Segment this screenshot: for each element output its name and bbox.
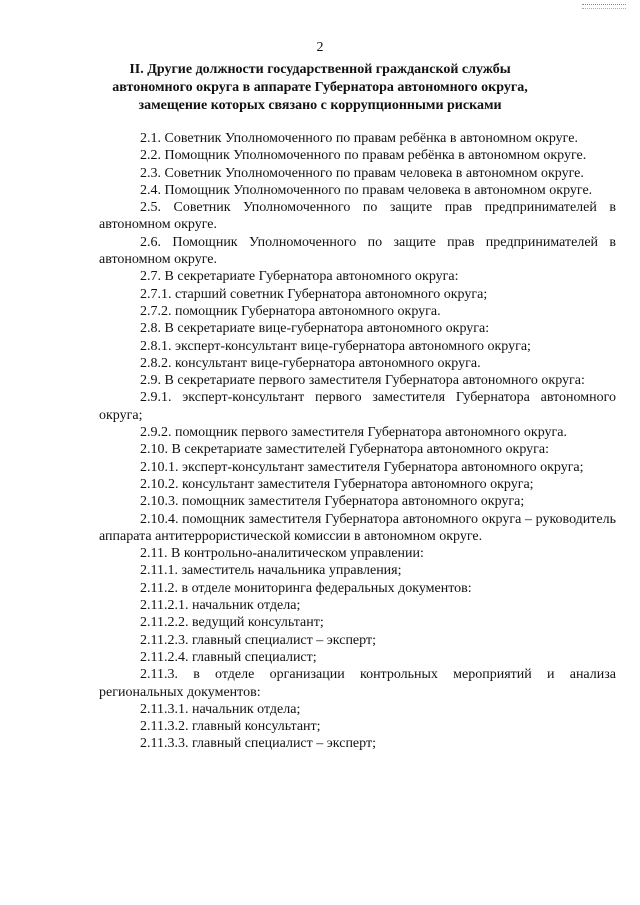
document-body	[99, 130, 616, 753]
list-item: 2.7. В секретариате Губернатора автономного округа:	[140, 269, 459, 285]
list-item: 2.9.2. помощник первого заместителя Губернатора автономного округа.	[140, 425, 567, 441]
list-item: 2.10.4. помощник заместителя Губернатора автономного округа – руководитель аппарата антитеррористической комиссии в автономном округе.	[99, 511, 616, 544]
list-item: 2.8.2. консультант вице-губернатора автономного округа.	[140, 355, 481, 371]
list-item: 2.11.3.1. начальник отдела;	[140, 701, 301, 717]
list-item: 2.11.1. заместитель начальника управления;	[140, 563, 402, 579]
list-item: 2.3. Советник Уполномоченного по правам человека в автономном округе.	[140, 165, 584, 181]
list-item: 2.2. Помощник Уполномоченного по правам ребёнка в автономном округе.	[140, 148, 587, 164]
list-item: 2.11.2.4. главный специалист;	[140, 649, 317, 665]
list-item: 2.11.3.2. главный консультант;	[140, 719, 321, 735]
scan-corner-mark	[582, 4, 626, 9]
list-item: 2.8. В секретариате вице-губернатора автономного округа:	[140, 321, 490, 337]
list-item: 2.4. Помощник Уполномоченного по правам человека в автономном округе.	[140, 182, 593, 198]
list-item: 2.10.2. консультант заместителя Губернатора автономного округа;	[140, 476, 534, 492]
list-item: 2.6. Помощник Уполномоченного по защите прав предпринимателей в автономном округе.	[99, 234, 616, 268]
list-item: 2.8.1. эксперт-консультант вице-губернатора автономного округа;	[140, 338, 531, 354]
list-item: 2.10. В секретариате заместителей Губернатора автономного округа:	[140, 442, 550, 458]
list-item: 2.9. В секретариате первого заместителя Губернатора автономного округа:	[140, 373, 585, 389]
section-heading: II. Другие должности государственной гражданской службы автономного округа в аппарате Губернатора автономного округа, замещение которых связано с коррупционными рисками	[112, 62, 528, 113]
list-item: 2.5. Советник Уполномоченного по защите прав предпринимателей в автономном округе.	[99, 200, 616, 233]
list-item: 2.11.3. в отделе организации контрольных мероприятий и анализа региональных документов:	[99, 667, 616, 700]
list-item: 2.11. В контрольно-аналитическом управлении:	[140, 546, 424, 562]
list-item: 2.11.2.1. начальник отдела;	[140, 598, 301, 614]
list-item: 2.11.2. в отделе мониторинга федеральных документов:	[140, 580, 472, 596]
list-item: 2.9.1. эксперт-консультант первого заместителя Губернатора автономного округа;	[99, 390, 616, 423]
list-item: 2.10.3. помощник заместителя Губернатора автономного округа;	[140, 494, 525, 510]
list-item: 2.1. Советник Уполномоченного по правам ребёнка в автономном округе.	[140, 131, 578, 146]
list-item: 2.11.2.3. главный специалист – эксперт;	[140, 632, 376, 648]
list-item: 2.11.2.2. ведущий консультант;	[140, 615, 324, 631]
list-item: 2.7.2. помощник Губернатора автономного округа.	[140, 303, 441, 319]
list-item: 2.11.3.3. главный специалист – эксперт;	[140, 736, 376, 752]
page-number: 2	[316, 40, 324, 55]
list-item: 2.10.1. эксперт-консультант заместителя Губернатора автономного округа;	[140, 459, 584, 475]
list-item: 2.7.1. старший советник Губернатора автономного округа;	[140, 286, 488, 302]
